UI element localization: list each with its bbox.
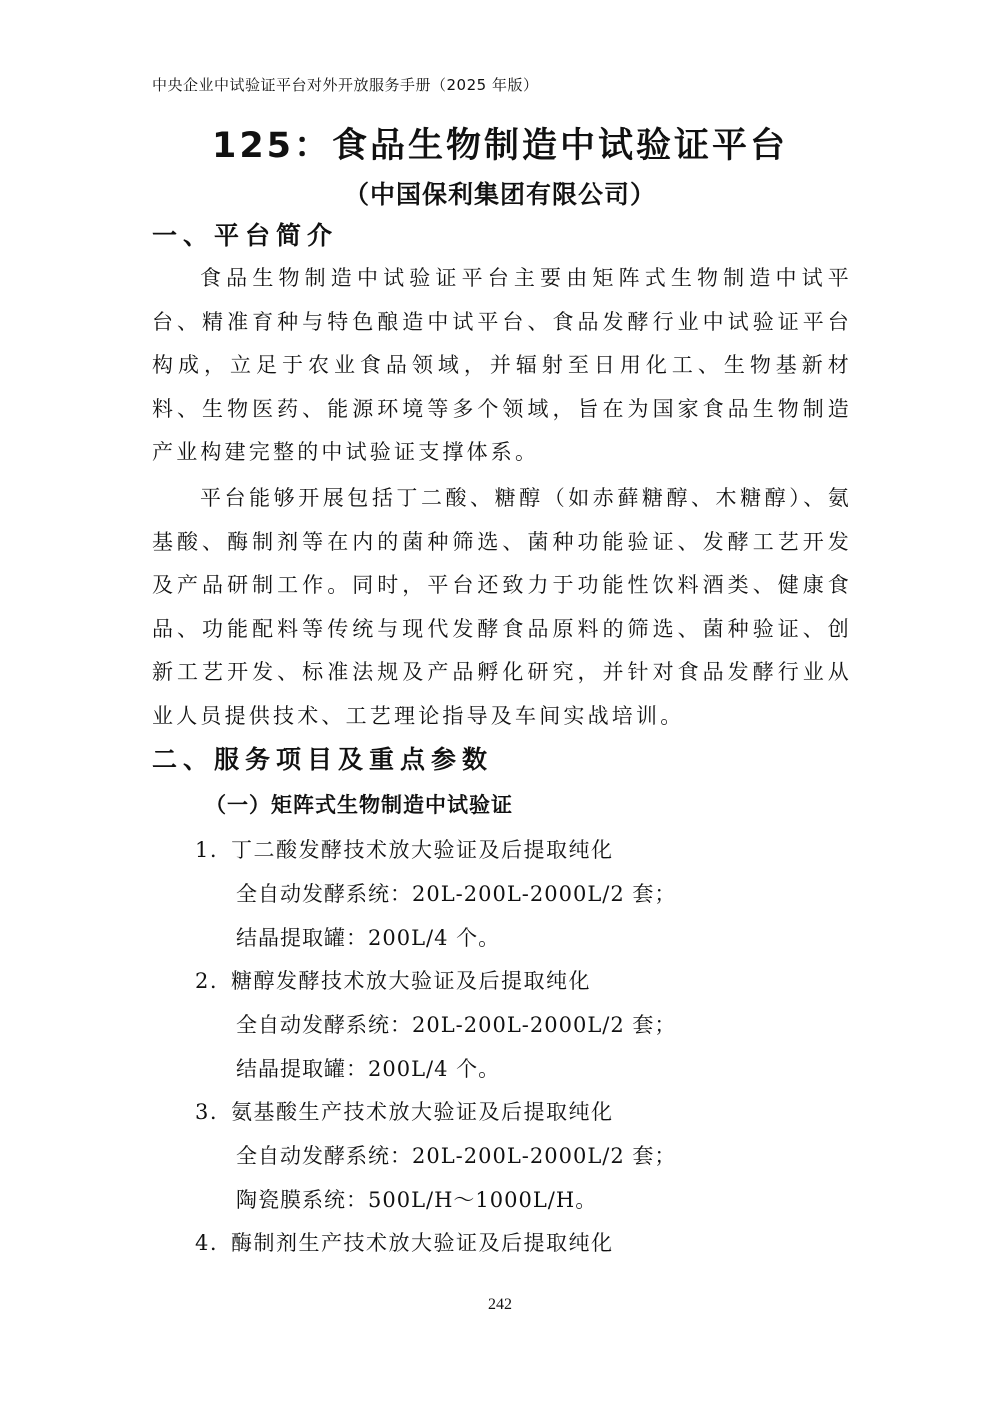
item-title: 氨基酸生产技术放大验证及后提取纯化 [231, 1100, 614, 1124]
item-title: 酶制剂生产技术放大验证及后提取纯化 [231, 1231, 614, 1255]
subsection-heading-matrix: （一）矩阵式生物制造中试验证 [205, 793, 513, 817]
item-detail: 全自动发酵系统：20L-200L-2000L/2 套； [236, 1013, 677, 1037]
section-heading-services: 二、服务项目及重点参数 [152, 745, 494, 774]
item-detail: 全自动发酵系统：20L-200L-2000L/2 套； [236, 1144, 677, 1168]
item-detail: 陶瓷膜系统：500L/H～1000L/H。 [236, 1188, 598, 1212]
item-detail: 全自动发酵系统：20L-200L-2000L/2 套； [236, 882, 677, 906]
item-number: 4. [195, 1231, 219, 1255]
item-number: 2. [195, 969, 219, 993]
page-number: 242 [488, 1296, 512, 1313]
service-item [195, 1096, 614, 1126]
item-detail: 结晶提取罐：200L/4 个。 [236, 1057, 501, 1081]
running-header: 中央企业中试验证平台对外开放服务手册（2025 年版） [152, 76, 539, 94]
item-detail: 结晶提取罐：200L/4 个。 [236, 926, 501, 950]
intro-paragraph-1: 食品生物制造中试验证平台主要由矩阵式生物制造中试平台、精准育种与特色酿造中试平台、食品发酵行业中试验证平台构成，立足于农业食品领域，并辐射至日用化工、生物基新材料、生物医药、能源环境等多个领域，旨在为国家食品生物制造产业构建完整的中试验证支撑体系。 [152, 266, 852, 464]
section-heading-intro: 一、平台简介 [152, 221, 339, 250]
intro-paragraph-2: 平台能够开展包括丁二酸、糖醇（如赤藓糖醇、木糖醇）、氨基酸、酶制剂等在内的菌种筛选、菌种功能验证、发酵工艺开发及产品研制工作。同时，平台还致力于功能性饮料酒类、健康食品、功能配料等传统与现代发酵食品原料的筛选、菌种验证、创新工艺开发、标准法规及产品孵化研究，并针对食品发酵行业从业人员提供技术、工艺理论指导及车间实战培训。 [152, 486, 852, 728]
service-item [195, 965, 591, 995]
item-title: 糖醇发酵技术放大验证及后提取纯化 [231, 969, 591, 993]
item-number: 3. [195, 1100, 219, 1124]
service-item [195, 834, 614, 864]
page-title: 125：食品生物制造中试验证平台 [211, 126, 789, 166]
service-item [195, 1227, 614, 1257]
item-number: 1. [195, 838, 219, 862]
item-title: 丁二酸发酵技术放大验证及后提取纯化 [231, 838, 614, 862]
page-subtitle: （中国保利集团有限公司） [343, 180, 656, 209]
